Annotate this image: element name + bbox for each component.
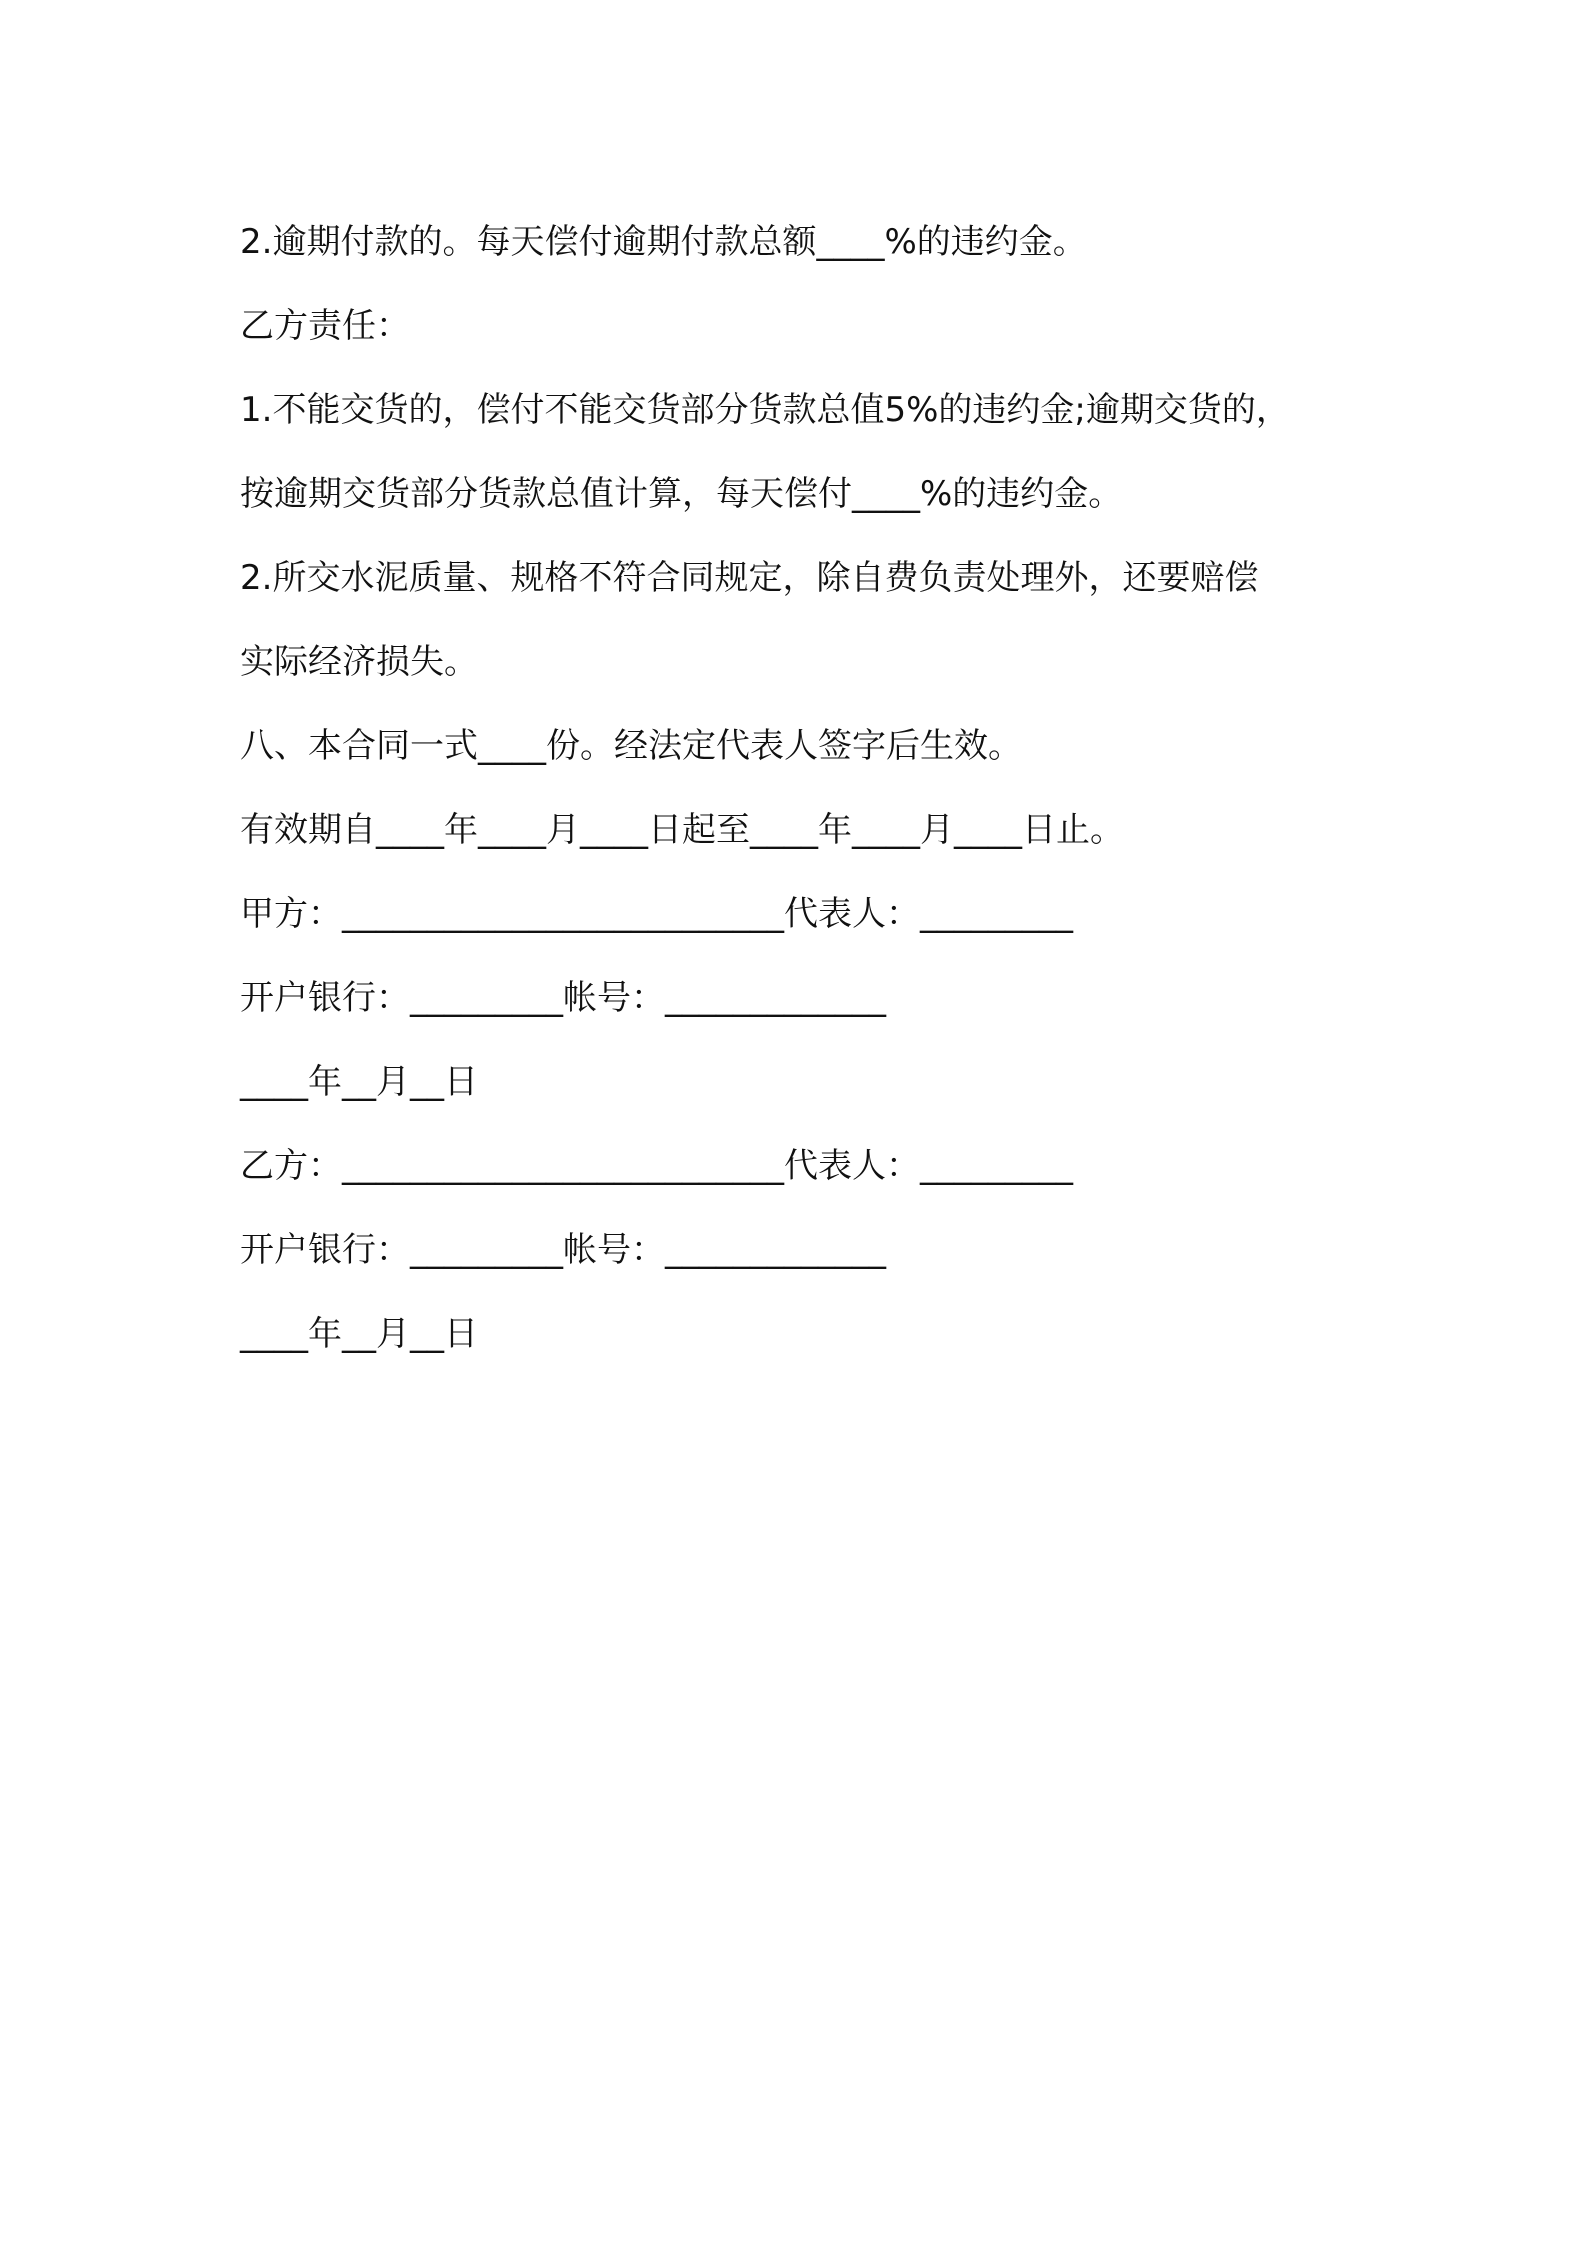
clause-non-delivery: 1.不能交货的，偿付不能交货部分货款总值5%的违约金;逾期交货的， xyxy=(240,390,1290,430)
clause-late-payment: 2.逾期付款的。每天偿付逾期付款总额____%的违约金。 xyxy=(240,222,1087,262)
clause-non-delivery-continued: 按逾期交货部分货款总值计算，每天偿付____%的违约金。 xyxy=(240,474,1123,514)
validity-period: 有效期自____年____月____日起至____年____月____日止。 xyxy=(240,810,1124,850)
party-b-responsibility-heading: 乙方责任： xyxy=(240,306,410,346)
party-a-signature-line: 甲方：__________________________代表人：_________ xyxy=(240,894,1073,934)
document-body xyxy=(240,200,1390,1376)
party-a-date-line: ____年__月__日 xyxy=(240,1062,478,1102)
party-b-date-line: ____年__月__日 xyxy=(240,1314,478,1354)
clause-quality: 2.所交水泥质量、规格不符合同规定，除自费负责处理外，还要赔偿 xyxy=(240,558,1259,598)
clause-quality-continued: 实际经济损失。 xyxy=(240,642,478,682)
party-b-bank-line: 开户银行：_________帐号：_____________ xyxy=(240,1230,886,1270)
party-b-signature-line: 乙方：__________________________代表人：_________ xyxy=(240,1146,1073,1186)
party-a-bank-line: 开户银行：_________帐号：_____________ xyxy=(240,978,886,1018)
clause-copies: 八、本合同一式____份。经法定代表人签字后生效。 xyxy=(240,726,1022,766)
